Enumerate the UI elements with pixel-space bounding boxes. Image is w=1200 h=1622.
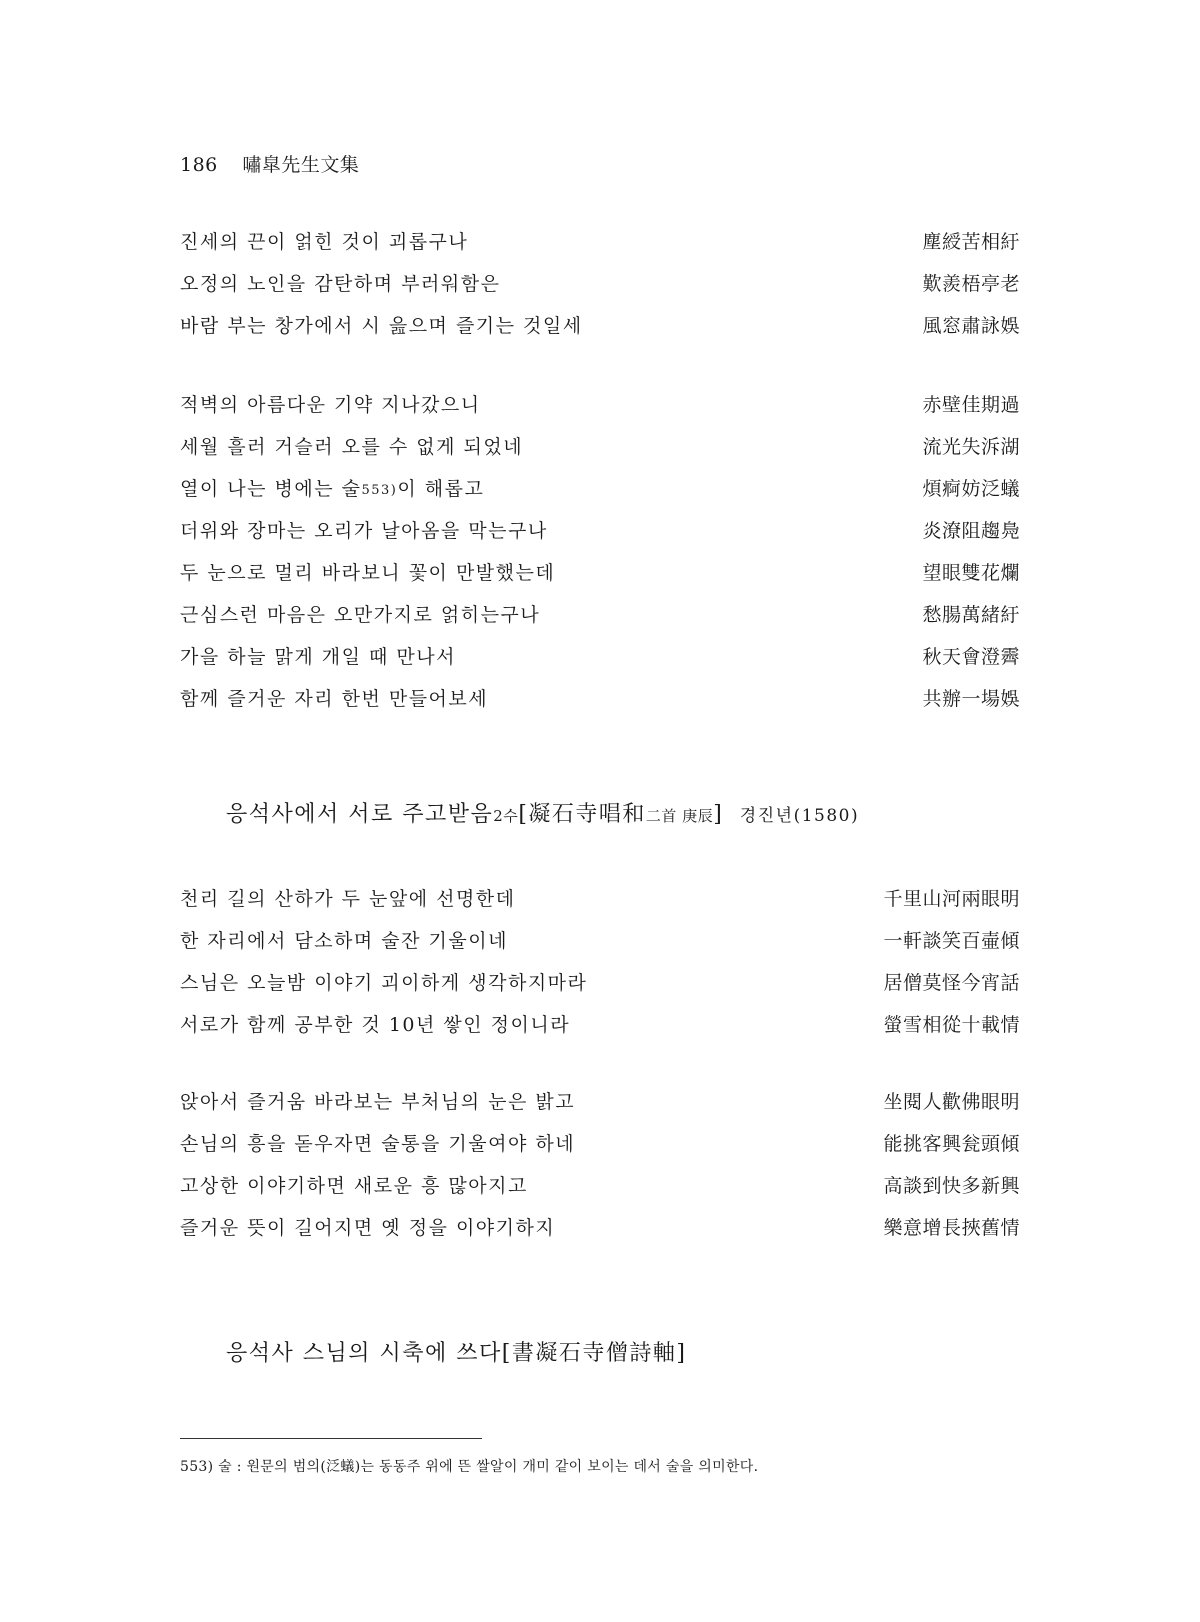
footnote: 553) 술 : 원문의 범의(泛蟻)는 동동주 위에 뜬 쌀알이 개미 같이 보이는 데서 술을 의미한다. xyxy=(180,1459,759,1475)
footnote-divider xyxy=(180,1438,482,1439)
verse-line xyxy=(180,305,1020,347)
verse-hanja: 流光失泝湖 xyxy=(922,436,1020,458)
title-main: 응석사 스님의 시축에 쓰다 xyxy=(226,1341,502,1366)
verse-hanja: 赤壁佳期過 xyxy=(922,394,1020,416)
verse-hanja: 千里山河兩眼明 xyxy=(883,888,1020,910)
title-count: 2수 xyxy=(493,807,519,825)
verse-hanja: 坐閱人歡佛眼明 xyxy=(883,1091,1020,1113)
verse-hanja: 居僧莫怪今宵話 xyxy=(883,972,1020,994)
verse-line xyxy=(180,678,1020,720)
verse-korean: 고상한 이야기하면 새로운 흥 많아지고 xyxy=(180,1175,528,1197)
verse-line xyxy=(180,920,1020,962)
verse-line xyxy=(180,1165,1020,1207)
title-year: 경진년(1580) xyxy=(739,806,860,826)
verse-line xyxy=(180,1123,1020,1165)
verse-korean: 앉아서 즐거움 바라보는 부처님의 눈은 밝고 xyxy=(180,1091,576,1113)
verse-korean: 가을 하늘 맑게 개일 때 만나서 xyxy=(180,646,456,668)
verse-korean: 한 자리에서 담소하며 술잔 기울이네 xyxy=(180,930,508,952)
verse-hanja: 高談到快多新興 xyxy=(883,1175,1020,1197)
stanza-3 xyxy=(180,878,1020,1046)
verse-korean: 두 눈으로 멀리 바라보니 꽃이 만발했는데 xyxy=(180,562,556,584)
verse-line xyxy=(180,552,1020,594)
footnote-marker: 553) xyxy=(361,483,398,498)
verse-korean: 바람 부는 창가에서 시 읊으며 즐기는 것일세 xyxy=(180,315,583,337)
verse-hanja: 風窓肅詠娛 xyxy=(922,315,1020,337)
verse-korean: 진세의 끈이 얽힌 것이 괴롭구나 xyxy=(180,231,469,253)
verse-korean: 손님의 흥을 돋우자면 술통을 기울여야 하네 xyxy=(180,1133,576,1155)
verse-korean: 더위와 장마는 오리가 날아옴을 막는구나 xyxy=(180,520,548,542)
verse-korean: 근심스런 마음은 오만가지로 얽히는구나 xyxy=(180,604,541,626)
verse-korean-before: 열이 나는 병에는 술 xyxy=(180,478,362,500)
verse-line xyxy=(180,962,1020,1004)
verse-korean: 적벽의 아름다운 기약 지나갔으니 xyxy=(180,394,481,416)
verse-hanja: 煩痾妨泛蟻 xyxy=(922,478,1020,500)
verse-hanja: 樂意增長挾舊情 xyxy=(883,1217,1020,1239)
title-bracket-close: ] xyxy=(713,802,724,827)
verse-korean: 스님은 오늘밤 이야기 괴이하게 생각하지마라 xyxy=(180,972,588,994)
verse-line xyxy=(180,636,1020,678)
title-main: 응석사에서 서로 주고받음 xyxy=(226,802,494,827)
page-number: 186 xyxy=(180,154,218,176)
verse-korean: 즐거운 뜻이 길어지면 옛 정을 이야기하지 xyxy=(180,1217,556,1239)
verse-line xyxy=(180,221,1020,263)
stanza-4 xyxy=(180,1081,1020,1249)
verse-hanja: 螢雪相從十載情 xyxy=(883,1014,1020,1036)
verse-hanja: 塵綬苦相紆 xyxy=(922,231,1020,253)
verse-line xyxy=(180,1081,1020,1123)
verse-line xyxy=(180,468,1020,510)
verse-line xyxy=(180,384,1020,426)
verse-hanja: 秋天會澄霽 xyxy=(922,646,1020,668)
verse-hanja: 能挑客興瓮頭傾 xyxy=(883,1133,1020,1155)
verse-hanja: 一軒談笑百壷傾 xyxy=(883,930,1020,952)
stanza-1 xyxy=(180,221,1020,347)
verse-hanja: 望眼雙花爛 xyxy=(922,562,1020,584)
verse-hanja: 共辦一場娛 xyxy=(922,688,1020,710)
verse-line xyxy=(180,510,1020,552)
verse-line xyxy=(180,263,1020,305)
verse-hanja: 愁腸萬緒紆 xyxy=(922,604,1020,626)
verse-korean xyxy=(180,468,484,513)
title-bracket-open: [ xyxy=(518,802,529,827)
verse-korean-after: 이 해롭고 xyxy=(397,478,485,500)
stanza-2 xyxy=(180,384,1020,720)
verse-line xyxy=(180,594,1020,636)
book-title: 嘯皐先生文集 xyxy=(242,154,360,176)
poem-title-1 xyxy=(226,797,859,828)
page-header xyxy=(180,150,359,177)
verse-line xyxy=(180,1004,1020,1046)
verse-korean: 오정의 노인을 감탄하며 부러워함은 xyxy=(180,273,501,295)
title-hanja: [書凝石寺僧詩軸] xyxy=(501,1341,687,1366)
verse-korean: 서로가 함께 공부한 것 10년 쌓인 정이니라 xyxy=(180,1014,571,1036)
title-hanja: 凝石寺唱和 xyxy=(528,802,646,827)
title-note: 二首 庚辰 xyxy=(645,807,714,825)
verse-korean: 세월 흘러 거슬러 오를 수 없게 되었네 xyxy=(180,436,524,458)
verse-line xyxy=(180,1207,1020,1249)
verse-line xyxy=(180,878,1020,920)
verse-korean: 천리 길의 산하가 두 눈앞에 선명한데 xyxy=(180,888,516,910)
poem-title-2 xyxy=(226,1336,686,1367)
verse-hanja: 歎羨梧亭老 xyxy=(922,273,1020,295)
verse-korean: 함께 즐거운 자리 한번 만들어보세 xyxy=(180,688,489,710)
verse-line xyxy=(180,426,1020,468)
verse-hanja: 炎潦阻趨鳧 xyxy=(922,520,1020,542)
